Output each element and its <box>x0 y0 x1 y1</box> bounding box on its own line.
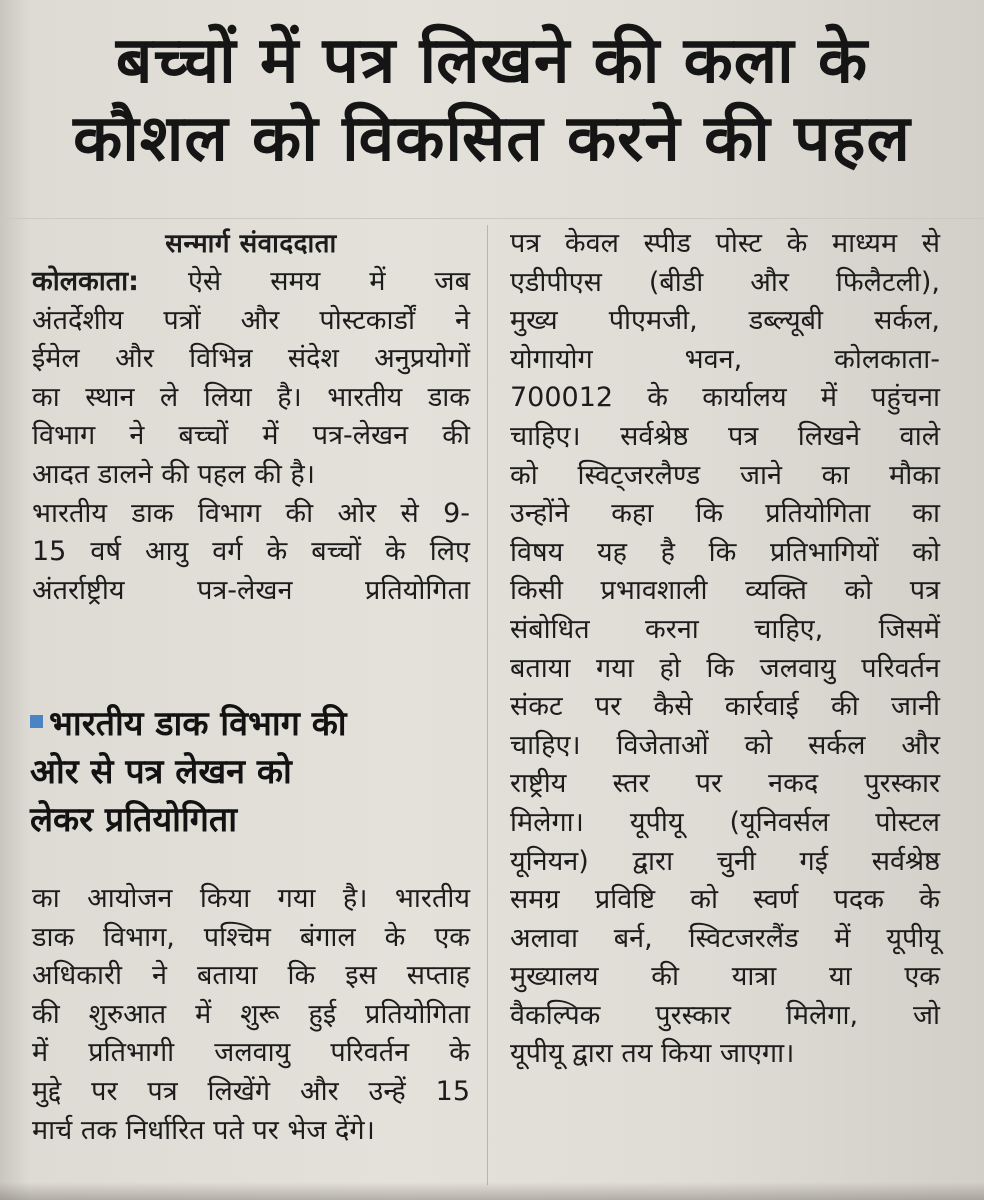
article-line: समग्र प्रविष्टि को स्वर्ण पदक के <box>510 884 940 916</box>
bullet-square-icon <box>30 715 43 728</box>
headline-divider <box>0 218 984 219</box>
article-line: डाक विभाग, पश्चिम बंगाल के एक <box>32 921 470 953</box>
article-line: ईमेल और विभिन्न संदेश अनुप्रयोगों <box>32 343 470 375</box>
article-line: चाहिए। सर्वश्रेष्ठ पत्र लिखने वाले <box>510 420 940 452</box>
article-line: मुख्यालय की यात्रा या एक <box>510 961 940 993</box>
article-line: की शुरुआत में शुरू हुई प्रतियोगिता <box>32 998 470 1030</box>
article-line: अंतर्देशीय पत्रों और पोस्टकार्डों ने <box>32 304 470 336</box>
page-edge-shadow <box>0 1182 984 1200</box>
article-line: भारतीय डाक विभाग की ओर से 9- <box>32 497 470 529</box>
article-line: पत्र केवल स्पीड पोस्ट के माध्यम से <box>510 228 940 259</box>
article-line: का स्थान ले लिया है। भारतीय डाक <box>32 381 470 413</box>
article-line: अंतर्राष्ट्रीय पत्र-लेखन प्रतियोगिता <box>32 574 470 606</box>
article-line: 15 वर्ष आयु वर्ग के बच्चों के लिए <box>32 536 470 568</box>
article-line: यूनियन) द्वारा चुनी गई सर्वश्रेष्ठ <box>510 845 940 877</box>
left-column-bottom <box>32 880 470 1150</box>
byline: सन्मार्ग संवाददाता <box>165 229 337 259</box>
headline-line-2: कौशल को विकसित करने की पहल <box>73 102 911 176</box>
article-line: संबोधित करना चाहिए, जिसमें <box>510 613 940 645</box>
article-line: अधिकारी ने बताया कि इस सप्ताह <box>32 960 470 992</box>
article-line: राष्ट्रीय स्तर पर नकद पुरस्कार <box>510 768 940 800</box>
column-divider <box>487 225 488 1185</box>
pull-quote-text: भारतीय डाक विभाग की <box>49 704 347 744</box>
article-line: आदत डालने की पहल की है। <box>32 458 315 490</box>
article-line: मुद्दे पर पत्र लिखेंगे और उन्हें 15 <box>32 1075 470 1107</box>
pull-quote-line: लेकर प्रतियोगिता <box>30 800 238 840</box>
article-line: मुख्य पीएमजी, डब्ल्यूबी सर्कल, <box>510 305 940 337</box>
article-line: योगायोग भवन, कोलकाता- <box>510 343 940 375</box>
article-headline <box>20 22 964 178</box>
article-line: विषय यह है कि प्रतिभागियों को <box>510 536 940 568</box>
article-line: विभाग ने बच्चों में पत्र-लेखन की <box>32 420 470 452</box>
article-line: को स्विट्जरलैण्ड जाने का मौका <box>510 459 940 491</box>
article-line: किसी प्रभावशाली व्यक्ति को पत्र <box>510 575 940 607</box>
article-line: में प्रतिभागी जलवायु परिवर्तन के <box>32 1037 470 1069</box>
article-line: बताया गया हो कि जलवायु परिवर्तन <box>510 652 940 684</box>
article-line: वैकल्पिक पुरस्कार मिलेगा, जो <box>510 999 940 1031</box>
right-column <box>510 225 940 1074</box>
article-line: चाहिए। विजेताओं को सर्कल और <box>510 729 940 761</box>
article-line: मिलेगा। यूपीयू (यूनिवर्सल पोस्टल <box>510 806 940 838</box>
article-line: एडीपीएस (बीडी और फिलैटली), <box>510 266 940 298</box>
article-line <box>32 263 470 302</box>
article-line: अलावा बर्न, स्विटजरलैंड में यूपीयू <box>510 922 940 954</box>
article-line-text: ऐसे समय में जब <box>138 266 470 297</box>
article-line: उन्होंने कहा कि प्रतियोगिता का <box>510 498 940 530</box>
headline-line-1: बच्चों में पत्र लिखने की कला के <box>115 24 869 98</box>
article-line: यूपीयू द्वारा तय किया जाएगा। <box>510 1038 795 1070</box>
article-line: 700012 के कार्यालय में पहुंचना <box>510 382 940 414</box>
article-line: मार्च तक निर्धारित पते पर भेज देंगे। <box>32 1114 375 1146</box>
pull-quote-line <box>30 700 470 748</box>
article-line: संकट पर कैसे कार्रवाई की जानी <box>510 691 940 723</box>
pull-quote <box>30 700 470 844</box>
dateline: कोलकाता: <box>32 266 139 297</box>
pull-quote-line: ओर से पत्र लेखन को <box>30 752 292 792</box>
left-column-top <box>32 225 470 610</box>
article-line: का आयोजन किया गया है। भारतीय <box>32 883 470 914</box>
